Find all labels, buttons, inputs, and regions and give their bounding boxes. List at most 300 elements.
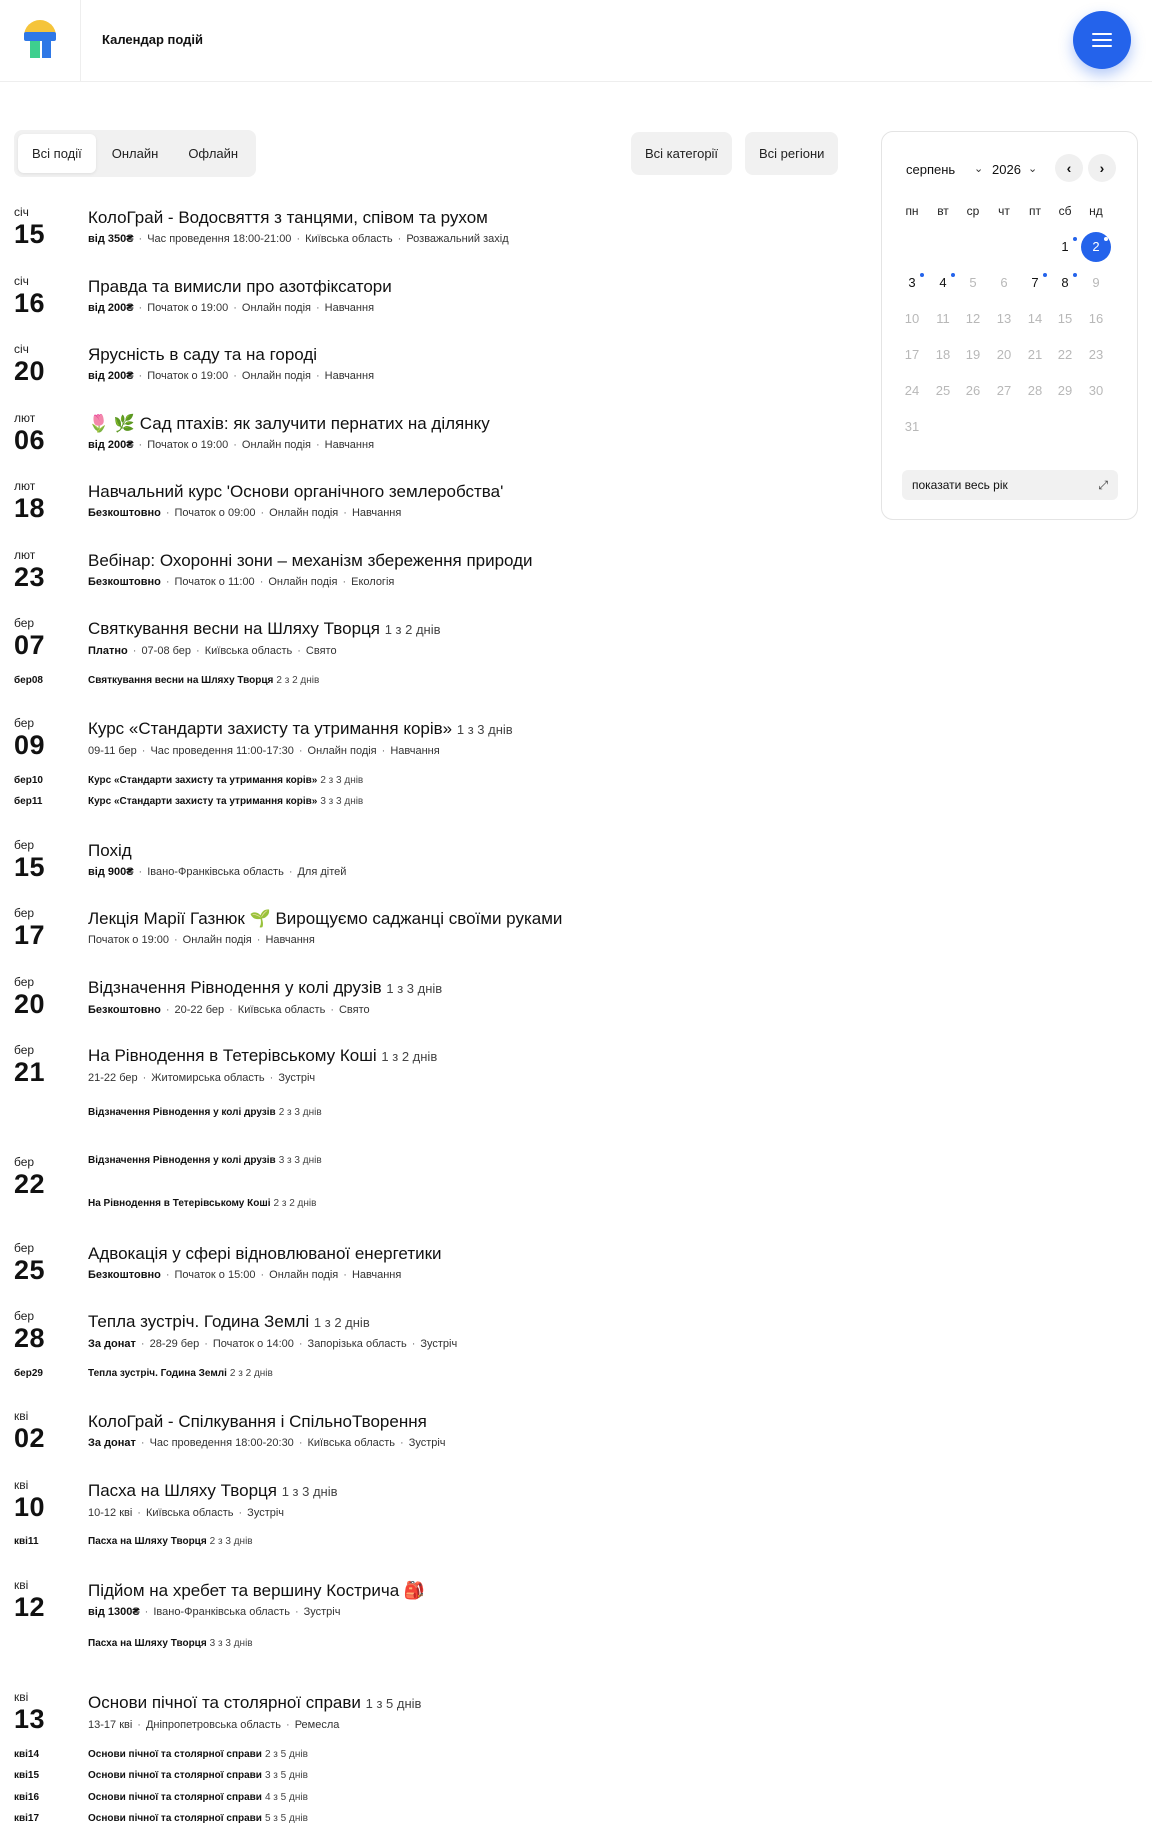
continuation-count: 3 з 3 днів xyxy=(209,1638,253,1649)
separator-dot: · xyxy=(259,575,264,588)
event-title[interactable] xyxy=(88,1580,425,1602)
event-type-tabs xyxy=(14,130,256,177)
calendar-day[interactable]: 7 xyxy=(1020,268,1050,298)
event-continuation[interactable] xyxy=(14,1749,308,1760)
event-day: 23 xyxy=(14,561,46,592)
event-day: 28 xyxy=(14,1323,46,1353)
calendar-day[interactable]: 2 xyxy=(1081,232,1111,262)
event-day-count: 1 з 3 днів xyxy=(456,722,513,737)
event-month: бер xyxy=(14,906,35,920)
event-item[interactable] xyxy=(88,276,392,314)
event-day: 20 xyxy=(14,988,46,1019)
calendar-day[interactable]: 8 xyxy=(1050,268,1080,298)
event-price: Безкоштовно xyxy=(88,1268,161,1281)
calendar-day: 24 xyxy=(904,383,920,398)
event-title[interactable] xyxy=(88,550,533,572)
continuation-title: Основи пічної та столярної справи xyxy=(88,1770,262,1781)
event-title-text: Ярусність в саду та на городі xyxy=(88,345,318,364)
event-continuation[interactable] xyxy=(88,1155,322,1166)
event-meta-item: Онлайн подія xyxy=(241,301,311,314)
continuation-count: 2 з 5 днів xyxy=(264,1748,308,1760)
continuation-count: 2 з 2 днів xyxy=(229,1367,273,1379)
event-meta xyxy=(88,934,562,946)
continuation-date: кві15 xyxy=(14,1770,40,1781)
calendar-day[interactable]: 1 xyxy=(1050,232,1080,262)
event-meta xyxy=(88,645,441,657)
continuation-date: бер10 xyxy=(14,774,43,786)
separator-dot: · xyxy=(330,1003,334,1016)
chevron-left-icon: ‹ xyxy=(1066,160,1072,176)
event-meta-item: Час проведення 11:00-17:30 xyxy=(150,745,294,757)
event-meta-item: Ремесла xyxy=(294,1719,340,1731)
continuation-title: Відзначення Рівнодення у колі друзів xyxy=(88,1154,276,1166)
event-day-count: 1 з 3 днів xyxy=(386,980,443,996)
event-price: від 900₴ xyxy=(88,865,134,878)
event-meta-item: Київська область xyxy=(307,1437,396,1449)
event-meta xyxy=(88,233,509,245)
event-date xyxy=(14,1478,45,1522)
event-date xyxy=(14,1155,45,1199)
event-meta-item: Початок о 19:00 xyxy=(147,301,229,314)
regions-filter-button[interactable]: Всі регіони xyxy=(745,132,838,175)
event-meta xyxy=(88,576,533,588)
event-date xyxy=(14,1241,45,1285)
continuation-count: 2 з 2 днів xyxy=(273,1197,317,1209)
event-day: 16 xyxy=(14,287,46,318)
continuation-date: бер08 xyxy=(14,674,43,686)
event-meta-item: Онлайн подія xyxy=(182,934,252,946)
event-title[interactable] xyxy=(88,344,374,366)
event-day: 18 xyxy=(14,493,46,523)
calendar-day: 28 xyxy=(1027,383,1043,398)
separator-dot: · xyxy=(229,1003,233,1016)
event-continuation[interactable] xyxy=(14,675,319,686)
event-meta-item: Київська область xyxy=(305,233,393,245)
prev-month-button[interactable] xyxy=(1055,154,1083,182)
event-item[interactable] xyxy=(88,908,562,946)
continuation-title: Основи пічної та столярної справи xyxy=(88,1813,262,1824)
event-day: 13 xyxy=(14,1704,46,1734)
event-day: 15 xyxy=(14,219,46,249)
event-day: 09 xyxy=(14,730,46,760)
event-item[interactable] xyxy=(88,1045,437,1084)
event-day: 25 xyxy=(14,1254,46,1285)
separator-dot: · xyxy=(165,1268,170,1281)
event-month: лют xyxy=(14,479,36,493)
event-meta-item: Зустріч xyxy=(408,1437,446,1449)
event-title-text: Навчальний курс 'Основи органічного землеробства' xyxy=(88,482,504,501)
event-title[interactable] xyxy=(88,1311,457,1334)
separator-dot: · xyxy=(204,1338,208,1350)
event-title-text: Підйом на хребет та вершину Кострича 🎒 xyxy=(88,1580,426,1600)
show-full-year-button[interactable] xyxy=(902,470,1118,500)
event-item[interactable] xyxy=(88,977,442,1016)
separator-dot: · xyxy=(140,1437,145,1449)
event-month: січ xyxy=(14,205,29,219)
event-meta-item: Свято xyxy=(338,1003,370,1016)
continuation-date: кві11 xyxy=(14,1536,39,1547)
calendar-weekday: пт xyxy=(1029,204,1041,218)
calendar-day: 29 xyxy=(1057,383,1073,398)
event-title-text: На Рівнодення в Тетерівському Коші xyxy=(88,1046,377,1065)
separator-dot: · xyxy=(196,645,200,657)
calendar-day: 9 xyxy=(1092,275,1100,290)
event-title[interactable] xyxy=(88,1243,442,1265)
event-day: 21 xyxy=(14,1057,46,1087)
separator-dot: · xyxy=(141,745,146,757)
event-month: лют xyxy=(14,410,36,425)
event-day: 06 xyxy=(14,424,46,455)
separator-dot: · xyxy=(165,507,170,519)
continuation-date: бер11 xyxy=(14,796,43,807)
event-meta-item: Навчання xyxy=(324,370,375,382)
event-meta-item: Івано-Франківська область xyxy=(147,865,284,878)
event-price: Платно xyxy=(88,645,128,657)
site-logo-icon[interactable] xyxy=(20,20,60,60)
event-month: бер xyxy=(14,1043,35,1057)
event-meta-item: Навчання xyxy=(351,1268,402,1281)
continuation-count: 2 з 3 днів xyxy=(320,774,364,786)
calendar-day: 18 xyxy=(935,347,951,362)
event-title[interactable] xyxy=(88,840,346,862)
continuation-title: Основи пічної та столярної справи xyxy=(88,1748,262,1760)
event-title-text: Правда та вимисли про азотфіксатори xyxy=(88,276,392,296)
separator-dot: · xyxy=(138,865,143,878)
event-title[interactable] xyxy=(88,1045,437,1068)
event-meta xyxy=(88,1269,442,1281)
event-meta-item: Онлайн подія xyxy=(269,507,339,519)
event-item[interactable] xyxy=(88,550,533,588)
separator-dot: · xyxy=(342,575,347,588)
separator-dot: · xyxy=(296,233,301,245)
event-date xyxy=(14,548,45,592)
event-price: За донат xyxy=(88,1338,136,1350)
event-meta-item: Початок о 14:00 xyxy=(212,1338,294,1350)
event-title-text: Похід xyxy=(88,840,132,860)
mini-calendar xyxy=(881,131,1138,520)
event-meta-item: Початок о 19:00 xyxy=(147,370,229,382)
tab-online[interactable]: Онлайн xyxy=(111,146,159,161)
chevron-right-icon: › xyxy=(1099,160,1105,176)
event-meta xyxy=(88,1606,425,1618)
event-meta-item: Зустріч xyxy=(420,1338,458,1350)
separator-dot: · xyxy=(260,507,265,519)
event-meta-item: Час проведення 18:00-21:00 xyxy=(147,233,292,245)
continuation-title: Основи пічної та столярної справи xyxy=(88,1791,262,1803)
event-month: бер xyxy=(14,616,35,630)
event-meta-item: Івано-Франківська область xyxy=(153,1605,290,1618)
event-date xyxy=(14,205,45,249)
event-item[interactable] xyxy=(88,344,374,382)
event-day: 17 xyxy=(14,920,46,950)
event-item[interactable] xyxy=(88,718,513,757)
event-title[interactable] xyxy=(88,1692,421,1715)
event-month: бер xyxy=(14,1240,35,1255)
tab-all-events[interactable]: Всі події xyxy=(18,134,96,173)
event-continuation[interactable] xyxy=(88,1198,316,1209)
show-full-year-label: показати весь рік xyxy=(912,478,1008,492)
event-day-count: 1 з 2 днів xyxy=(313,1315,370,1330)
event-title[interactable] xyxy=(88,276,392,298)
calendar-day[interactable]: 4 xyxy=(928,268,958,298)
calendar-day: 12 xyxy=(965,311,981,326)
continuation-date: кві14 xyxy=(14,1748,40,1760)
event-item[interactable] xyxy=(88,1243,442,1281)
continuation-title: Відзначення Рівнодення у колі друзів xyxy=(88,1106,276,1118)
calendar-day: 17 xyxy=(904,347,920,362)
calendar-day: 30 xyxy=(1088,383,1104,398)
site-header xyxy=(0,0,1152,82)
event-date xyxy=(14,1043,45,1087)
event-item[interactable] xyxy=(88,1692,421,1731)
event-meta-item: Екологія xyxy=(351,575,395,588)
event-meta-item: Житомирська область xyxy=(151,1072,265,1084)
separator-dot: · xyxy=(132,645,137,657)
event-item[interactable] xyxy=(88,1580,425,1618)
event-item[interactable] xyxy=(88,1311,457,1350)
separator-dot: · xyxy=(137,1719,141,1731)
event-meta xyxy=(88,370,374,382)
event-price: від 200₴ xyxy=(88,370,134,382)
calendar-day: 5 xyxy=(969,275,977,290)
calendar-day[interactable]: 3 xyxy=(897,268,927,298)
event-price: Безкоштовно xyxy=(88,507,161,519)
event-meta xyxy=(88,1719,421,1731)
event-title[interactable] xyxy=(88,908,562,930)
separator-dot: · xyxy=(343,507,347,519)
event-meta-item: 10-12 кві xyxy=(88,1506,133,1519)
calendar-day: 23 xyxy=(1088,347,1104,362)
next-month-button[interactable] xyxy=(1088,154,1116,182)
separator-dot: · xyxy=(138,233,143,245)
continuation-date: кві16 xyxy=(14,1791,40,1803)
calendar-day: 15 xyxy=(1057,311,1073,326)
event-date xyxy=(14,479,45,523)
separator-dot: · xyxy=(233,370,237,382)
calendar-weekday: вт xyxy=(937,204,949,218)
event-meta-item: Навчання xyxy=(351,507,402,519)
event-meta-item: Початок о 19:00 xyxy=(147,438,229,451)
event-price: від 200₴ xyxy=(88,301,134,314)
continuation-title: Святкування весни на Шляху Творця xyxy=(88,674,274,686)
event-title[interactable] xyxy=(88,481,503,503)
continuation-count: 2 з 3 днів xyxy=(209,1536,253,1547)
event-date xyxy=(14,616,45,660)
event-title-text: Вебінар: Охоронні зони – механізм збереження природи xyxy=(88,550,533,570)
tab-offline[interactable]: Офлайн xyxy=(188,146,239,161)
event-meta-item: 13-17 кві xyxy=(88,1719,133,1731)
event-title[interactable] xyxy=(88,718,513,741)
event-item[interactable] xyxy=(88,1411,446,1449)
calendar-day: 13 xyxy=(996,311,1012,326)
event-title-text: Відзначення Рівнодення у колі друзів xyxy=(88,977,382,997)
continuation-title: На Рівнодення в Тетерівському Коші xyxy=(88,1197,271,1209)
separator-dot: · xyxy=(298,1338,303,1350)
event-title-text: 🌷 🌿 Сад птахів: як залучити пернатих на ділянку xyxy=(88,413,490,433)
event-meta-item: Київська область xyxy=(237,1003,326,1016)
event-meta-item: Зустріч xyxy=(303,1605,341,1618)
event-meta-item: Початок о 09:00 xyxy=(174,507,256,519)
calendar-month-select[interactable]: серпень xyxy=(906,162,956,177)
categories-filter-button[interactable]: Всі категорії xyxy=(631,132,732,175)
chevron-down-icon[interactable]: ⌄ xyxy=(974,163,984,175)
event-meta-item: Розважальний захід xyxy=(406,233,509,245)
continuation-count: 3 з 3 днів xyxy=(320,796,364,807)
event-title-text: Основи пічної та столярної справи xyxy=(88,1693,361,1712)
separator-dot: · xyxy=(238,1506,243,1519)
separator-dot: · xyxy=(315,438,320,451)
event-item[interactable] xyxy=(88,207,509,245)
separator-dot: · xyxy=(298,745,303,757)
event-title-text: Святкування весни на Шляху Творця xyxy=(88,619,380,638)
separator-dot: · xyxy=(138,370,143,382)
event-meta xyxy=(88,439,490,451)
separator-dot: · xyxy=(315,370,320,382)
event-meta-item: 21-22 бер xyxy=(88,1072,138,1084)
event-meta xyxy=(88,866,346,878)
calendar-day: 22 xyxy=(1057,347,1073,362)
event-continuation[interactable] xyxy=(14,796,363,807)
continuation-title: Курс «Стандарти захисту та утримання корів» xyxy=(88,796,318,807)
event-date xyxy=(14,975,45,1019)
event-day: 07 xyxy=(14,630,46,660)
event-title[interactable] xyxy=(88,977,442,1000)
event-continuation[interactable] xyxy=(14,775,363,786)
event-meta-item: Онлайн подія xyxy=(307,745,377,757)
event-month: бер xyxy=(14,1309,35,1323)
event-day-count: 1 з 5 днів xyxy=(365,1696,422,1711)
event-day: 10 xyxy=(14,1491,46,1522)
event-continuation[interactable] xyxy=(14,1813,308,1824)
event-title[interactable] xyxy=(88,413,490,435)
event-price: Безкоштовно xyxy=(88,1003,161,1016)
separator-dot: · xyxy=(343,1268,347,1281)
event-item[interactable] xyxy=(88,618,441,657)
calendar-day: 16 xyxy=(1088,311,1104,326)
separator-dot: · xyxy=(233,301,237,314)
event-meta-item: Онлайн подія xyxy=(269,1268,339,1281)
event-date xyxy=(14,1309,45,1353)
separator-dot: · xyxy=(138,438,143,451)
event-price: від 350₴ xyxy=(88,233,134,245)
event-continuation[interactable] xyxy=(14,1792,308,1803)
separator-dot: · xyxy=(381,745,386,757)
event-date xyxy=(14,274,45,318)
separator-dot: · xyxy=(269,1072,274,1084)
separator-dot: · xyxy=(137,1506,141,1519)
event-meta-item: Для дітей xyxy=(297,865,347,878)
event-item[interactable] xyxy=(88,413,490,451)
event-continuation[interactable] xyxy=(14,1368,273,1379)
event-meta-item: Навчання xyxy=(324,301,375,314)
continuation-date: кві17 xyxy=(14,1813,40,1824)
event-meta-item: Дніпропетровська область xyxy=(145,1719,282,1731)
calendar-day: 27 xyxy=(996,383,1012,398)
continuation-title: Пасха на Шляху Творця xyxy=(88,1536,207,1547)
event-price: від 1300₴ xyxy=(88,1605,140,1618)
event-meta-item: 09-11 бер xyxy=(88,745,137,757)
event-month: кві xyxy=(14,1409,29,1423)
continuation-count: 2 з 2 днів xyxy=(276,674,320,686)
separator-dot: · xyxy=(294,1605,299,1618)
continuation-count: 3 з 5 днів xyxy=(264,1770,308,1781)
chevron-down-icon[interactable]: ⌄ xyxy=(1028,163,1038,175)
continuation-title: Пасха на Шляху Творця xyxy=(88,1638,207,1649)
separator-dot: · xyxy=(165,1003,170,1016)
menu-button[interactable] xyxy=(1073,11,1131,69)
event-meta-item: Початок о 15:00 xyxy=(174,1268,256,1281)
event-date xyxy=(14,1409,45,1453)
event-price: За донат xyxy=(88,1437,136,1449)
event-meta-item: Київська область xyxy=(204,645,293,657)
event-day: 02 xyxy=(14,1423,46,1453)
event-title[interactable] xyxy=(88,618,441,641)
separator-dot: · xyxy=(286,1719,290,1731)
event-item[interactable] xyxy=(88,840,346,878)
separator-dot: · xyxy=(165,575,170,588)
calendar-year-select[interactable]: 2026 xyxy=(992,162,1021,177)
separator-dot: · xyxy=(140,1338,145,1350)
event-title[interactable] xyxy=(88,1480,338,1503)
calendar-weekday: сб xyxy=(1058,204,1072,218)
calendar-weekday: чт xyxy=(998,204,1010,218)
separator-dot: · xyxy=(260,1268,265,1281)
event-item[interactable] xyxy=(88,481,503,519)
continuation-title: Тепла зустріч. Година Землі xyxy=(88,1367,227,1379)
event-date xyxy=(14,411,45,455)
calendar-weekday: пн xyxy=(905,204,919,218)
event-meta-item: Свято xyxy=(305,645,337,657)
event-continuation[interactable] xyxy=(88,1107,322,1118)
event-meta-item: 07-08 бер xyxy=(141,645,192,657)
event-title[interactable] xyxy=(88,207,509,229)
expand-icon: ⤢ xyxy=(1098,478,1108,492)
event-title[interactable] xyxy=(88,1411,446,1433)
continuation-count: 2 з 3 днів xyxy=(278,1106,322,1118)
event-meta-item: Київська область xyxy=(145,1506,234,1519)
event-month: бер xyxy=(14,716,35,730)
event-item[interactable] xyxy=(88,1480,338,1519)
separator-dot: · xyxy=(174,934,178,946)
event-continuation[interactable] xyxy=(14,1536,253,1547)
calendar-day: 11 xyxy=(936,311,950,326)
event-date xyxy=(14,906,45,950)
separator-dot: · xyxy=(298,1437,303,1449)
event-meta-item: Онлайн подія xyxy=(268,575,338,588)
event-meta-item: Початок о 11:00 xyxy=(174,575,255,588)
event-price: від 200₴ xyxy=(88,438,134,451)
calendar-day: 31 xyxy=(904,419,920,434)
calendar-day: 26 xyxy=(965,383,981,398)
event-day: 12 xyxy=(14,1591,46,1622)
event-continuation[interactable] xyxy=(14,1770,308,1781)
separator-dot: · xyxy=(144,1605,149,1618)
continuation-title: Курс «Стандарти захисту та утримання корів» xyxy=(88,774,318,786)
event-title-text: Курс «Стандарти захисту та утримання корів» xyxy=(88,719,453,738)
calendar-day: 19 xyxy=(965,347,981,362)
event-month: кві xyxy=(14,1477,29,1492)
separator-dot: · xyxy=(288,865,293,878)
calendar-day: 6 xyxy=(1000,275,1008,290)
hamburger-menu-icon xyxy=(1092,33,1112,47)
event-meta-item: Навчання xyxy=(324,438,375,451)
separator-dot: · xyxy=(256,934,261,946)
event-date xyxy=(14,1578,45,1622)
calendar-weekday: нд xyxy=(1089,204,1103,218)
event-month: бер xyxy=(14,974,35,989)
event-continuation[interactable] xyxy=(88,1638,253,1649)
event-month: бер xyxy=(14,1154,35,1169)
